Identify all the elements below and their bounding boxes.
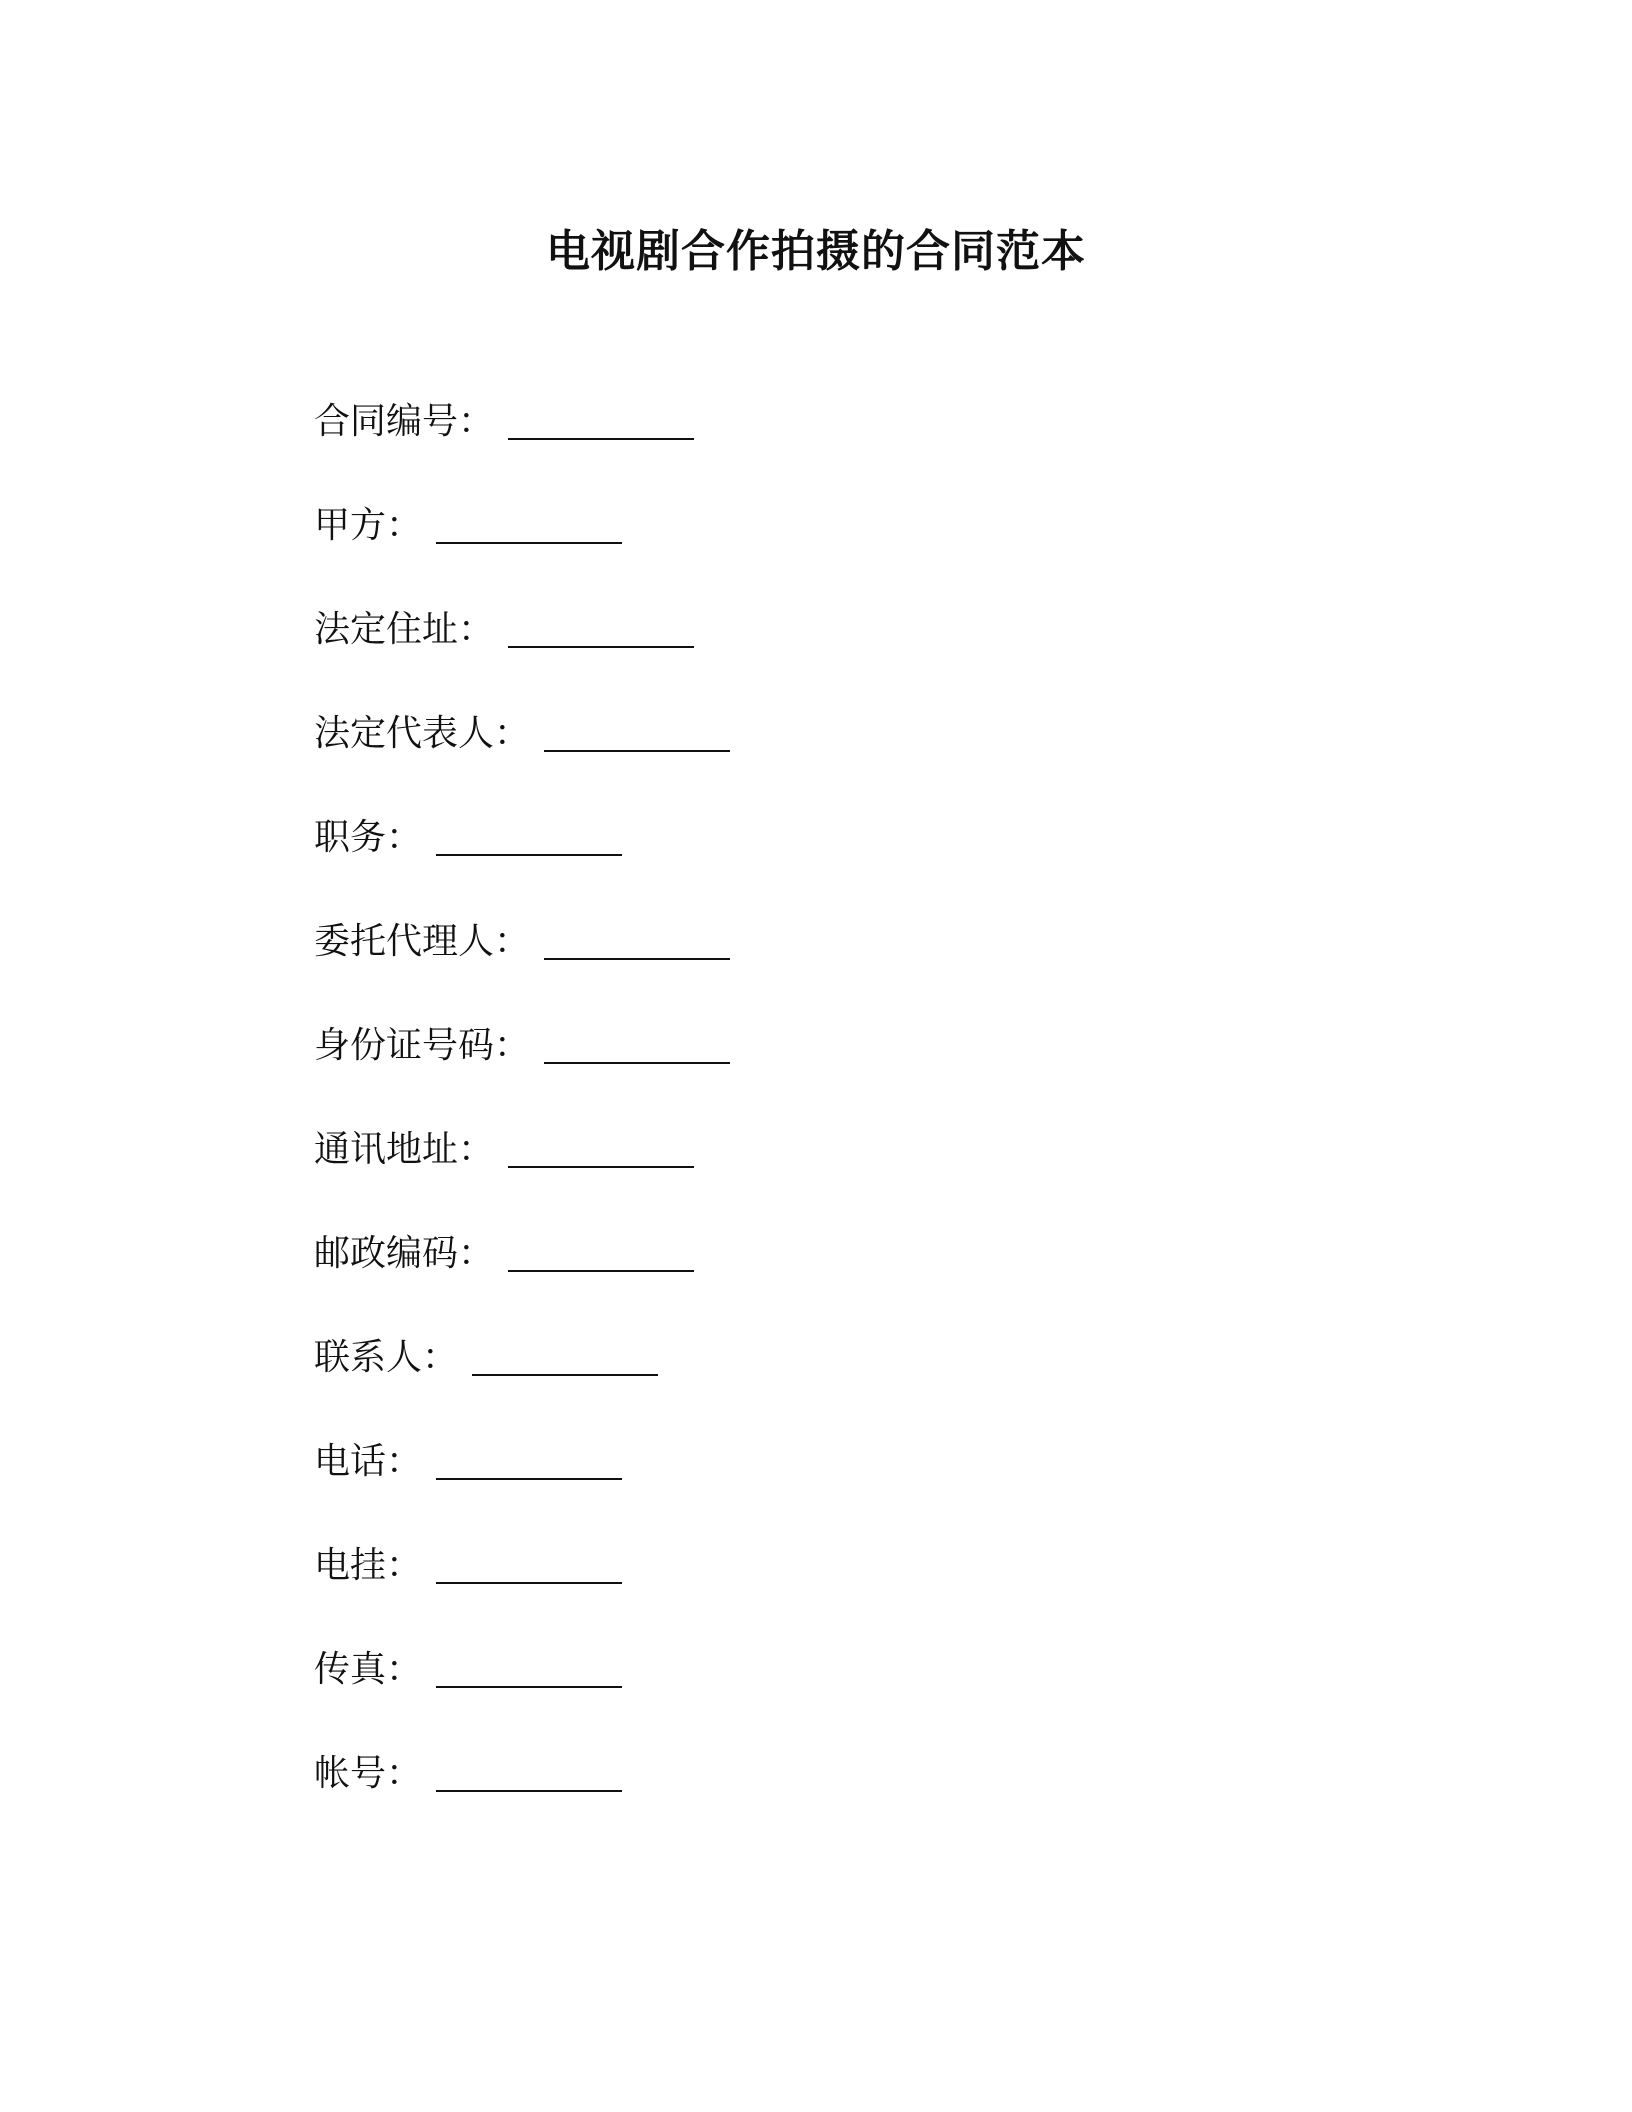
field-label: 邮政编码： (314, 1233, 495, 1274)
field-id-number (314, 1022, 1314, 1126)
field-telephone (314, 1438, 1314, 1542)
contact-person-blank[interactable] (472, 1334, 658, 1376)
id-number-blank[interactable] (544, 1022, 730, 1064)
contract-number-blank[interactable] (508, 398, 694, 440)
legal-representative-blank[interactable] (544, 710, 730, 752)
field-legal-address (314, 606, 1314, 710)
postal-code-blank[interactable] (508, 1230, 694, 1272)
party-info-fields (314, 398, 1314, 1854)
telephone-blank[interactable] (436, 1438, 622, 1480)
document-title: 电视剧合作拍摄的合同范本 (546, 226, 1086, 277)
field-label: 法定代表人： (314, 713, 531, 754)
position-blank[interactable] (436, 814, 622, 856)
field-label: 电挂： (314, 1545, 423, 1586)
authorized-agent-blank[interactable] (544, 918, 730, 960)
mailing-address-blank[interactable] (508, 1126, 694, 1168)
field-authorized-agent (314, 918, 1314, 1022)
field-legal-representative (314, 710, 1314, 814)
field-label: 联系人： (314, 1337, 459, 1378)
field-label: 委托代理人： (314, 921, 531, 962)
field-label: 通讯地址： (314, 1129, 495, 1170)
field-label: 合同编号： (314, 401, 495, 442)
field-contract-number (314, 398, 1314, 502)
field-fax (314, 1646, 1314, 1750)
legal-address-blank[interactable] (508, 606, 694, 648)
field-label: 职务： (314, 817, 423, 858)
party-a-blank[interactable] (436, 502, 622, 544)
telegraph-blank[interactable] (436, 1542, 622, 1584)
field-mailing-address (314, 1126, 1314, 1230)
field-postal-code (314, 1230, 1314, 1334)
field-party-a (314, 502, 1314, 606)
field-contact-person (314, 1334, 1314, 1438)
field-label: 甲方： (314, 505, 423, 546)
account-number-blank[interactable] (436, 1750, 622, 1792)
field-label: 传真： (314, 1649, 423, 1690)
field-telegraph (314, 1542, 1314, 1646)
field-account-number (314, 1750, 1314, 1854)
fax-blank[interactable] (436, 1646, 622, 1688)
field-label: 电话： (314, 1441, 423, 1482)
field-position (314, 814, 1314, 918)
field-label: 帐号： (314, 1753, 423, 1794)
field-label: 法定住址： (314, 609, 495, 650)
field-label: 身份证号码： (314, 1025, 531, 1066)
